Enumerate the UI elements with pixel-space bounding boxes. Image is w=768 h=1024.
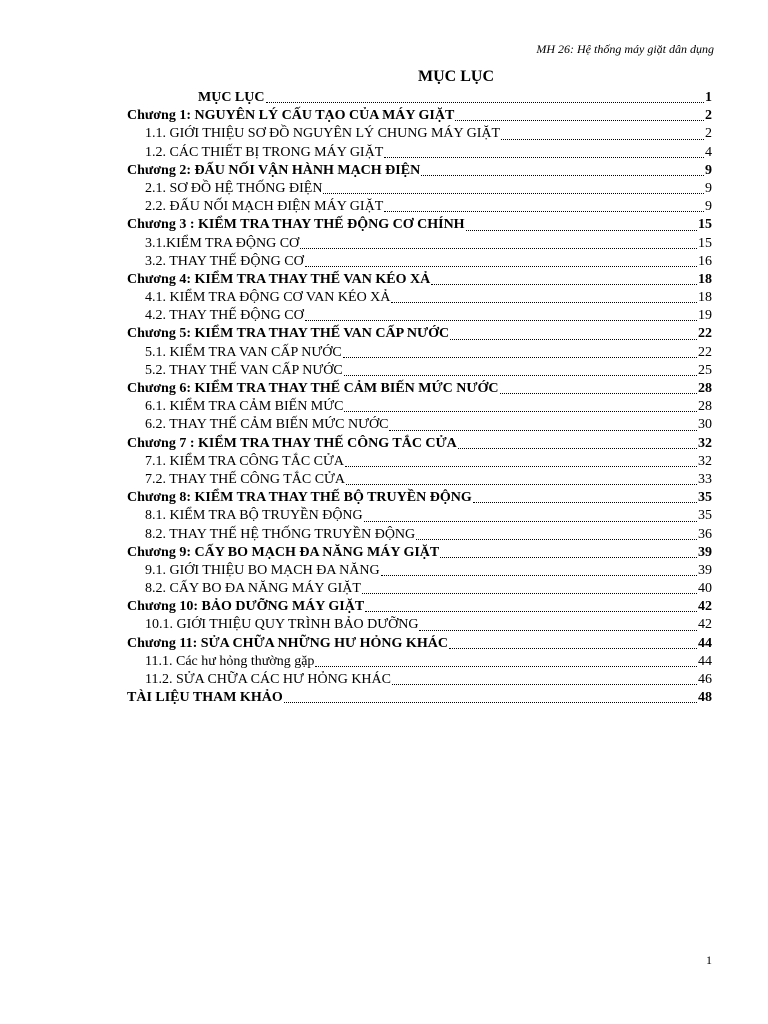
dot-leader xyxy=(384,156,704,158)
dot-leader xyxy=(344,410,697,412)
toc-entry-section[interactable] xyxy=(127,398,712,416)
toc-entry-label: 2.1. SƠ ĐỒ HỆ THỐNG ĐIỆN xyxy=(145,180,323,196)
toc-entry-page: 36 xyxy=(698,526,712,542)
toc-entry-page: 19 xyxy=(698,308,712,324)
toc-entry-label: 5.2. THAY THẾ VAN CẤP NƯỚC xyxy=(145,362,343,378)
toc-entry-page: 2 xyxy=(705,126,712,142)
dot-leader xyxy=(381,574,697,576)
toc-entry-section[interactable] xyxy=(127,198,712,216)
toc-entry-page: 35 xyxy=(698,508,712,524)
toc-entry-label: Chương 3 : KIỂM TRA THAY THẾ ĐỘNG CƠ CHÍNH xyxy=(127,217,465,233)
toc-entry-label: 4.2. THAY THẾ ĐỘNG CƠ xyxy=(145,308,304,324)
dot-leader xyxy=(362,592,697,594)
toc-entry-section[interactable] xyxy=(127,180,712,198)
dot-leader xyxy=(284,701,697,703)
dot-leader xyxy=(419,629,697,631)
dot-leader xyxy=(365,610,697,612)
toc-entry-section[interactable] xyxy=(127,235,712,253)
toc-entry-label: 11.1. Các hư hỏng thường gặp xyxy=(145,653,315,669)
toc-entry-section[interactable] xyxy=(127,144,712,162)
running-header: MH 26: Hệ thống máy giặt dân dụng xyxy=(536,42,714,56)
toc-entry-chapter[interactable] xyxy=(127,489,712,507)
toc-entry-label: Chương 8: KIỂM TRA THAY THẾ BỘ TRUYỀN ĐỘNG xyxy=(127,490,472,506)
toc-entry-page: 40 xyxy=(698,581,712,597)
toc-entry-label: 8.2. THAY THẾ HỆ THỐNG TRUYỀN ĐỘNG xyxy=(145,526,416,542)
toc-entry-label: Chương 5: KIỂM TRA THAY THẾ VAN CẤP NƯỚC xyxy=(127,326,450,342)
toc-entry-section[interactable] xyxy=(127,125,712,143)
toc-entry-label: 1.2. CÁC THIẾT BỊ TRONG MÁY GIẶT xyxy=(145,144,384,160)
dot-leader xyxy=(343,356,697,358)
toc-entry-label: 3.1.KIỂM TRA ĐỘNG CƠ xyxy=(145,235,300,251)
dot-leader xyxy=(391,301,697,303)
toc-entry-section[interactable] xyxy=(127,616,712,634)
toc-entry-section[interactable] xyxy=(127,344,712,362)
toc-entry-section[interactable] xyxy=(127,562,712,580)
toc-entry-page: 48 xyxy=(698,690,712,706)
toc-entry-section[interactable] xyxy=(127,453,712,471)
toc-entry-section[interactable] xyxy=(127,289,712,307)
dot-leader xyxy=(305,265,697,267)
toc-entry-chapter[interactable] xyxy=(127,216,712,234)
table-of-contents xyxy=(127,89,712,707)
toc-entry-label: Chương 10: BẢO DƯỠNG MÁY GIẶT xyxy=(127,599,365,615)
dot-leader xyxy=(345,465,697,467)
toc-entry-label: Chương 11: SỬA CHỮA NHỮNG HƯ HỎNG KHÁC xyxy=(127,635,448,651)
dot-leader xyxy=(305,319,697,321)
toc-entry-page: 15 xyxy=(698,235,712,251)
dot-leader xyxy=(266,101,705,103)
dot-leader xyxy=(389,429,697,431)
dot-leader xyxy=(500,392,697,394)
toc-entry-page: 44 xyxy=(698,635,712,651)
toc-entry-section[interactable] xyxy=(127,253,712,271)
toc-entry-section[interactable] xyxy=(127,653,712,671)
toc-entry-page: 18 xyxy=(698,271,712,287)
dot-leader xyxy=(466,229,697,231)
toc-entry-label: Chương 1: NGUYÊN LÝ CẤU TẠO CỦA MÁY GIẶT xyxy=(127,108,455,124)
toc-entry-section[interactable] xyxy=(127,580,712,598)
toc-entry-section[interactable] xyxy=(127,416,712,434)
toc-entry-page: 1 xyxy=(705,90,712,105)
toc-entry-chapter[interactable] xyxy=(127,162,712,180)
toc-entry-page: 22 xyxy=(698,344,712,360)
toc-entry-label: MỤC LỤC xyxy=(198,90,265,105)
dot-leader xyxy=(455,119,704,121)
toc-entry-label: 6.1. KIỂM TRA CẢM BIẾN MỨC xyxy=(145,399,344,415)
toc-entry-section[interactable] xyxy=(127,526,712,544)
dot-leader xyxy=(449,647,697,649)
toc-entry-ref[interactable] xyxy=(127,689,712,707)
toc-entry-chapter[interactable] xyxy=(127,325,712,343)
toc-entry-page: 22 xyxy=(698,326,712,342)
toc-entry-page: 18 xyxy=(698,290,712,306)
toc-entry-page: 46 xyxy=(698,672,712,687)
toc-entry-page: 25 xyxy=(698,362,712,378)
dot-leader xyxy=(300,247,697,249)
dot-leader xyxy=(323,192,704,194)
toc-entry-page: 9 xyxy=(705,199,712,215)
toc-entry-chapter[interactable] xyxy=(127,435,712,453)
dot-leader xyxy=(421,174,704,176)
toc-entry-label: 7.1. KIỂM TRA CÔNG TẮC CỬA xyxy=(145,453,344,469)
toc-entry-page: 28 xyxy=(698,381,712,396)
toc-entry-page: 35 xyxy=(698,490,712,506)
toc-entry-page: 15 xyxy=(698,217,712,233)
toc-entry-chapter[interactable] xyxy=(127,544,712,562)
dot-leader xyxy=(501,138,704,140)
toc-entry-page: 42 xyxy=(698,617,712,633)
dot-leader xyxy=(392,683,697,685)
toc-entry-label: 8.2. CẤY BO ĐA NĂNG MÁY GIẶT xyxy=(145,581,361,597)
toc-entry-section[interactable] xyxy=(127,471,712,489)
toc-entry-label: 7.2. THAY THẾ CÔNG TẮC CỬA xyxy=(145,471,346,487)
toc-entry-label: 6.2. THAY THẾ CẢM BIẾN MỨC NƯỚC xyxy=(145,417,389,433)
toc-entry-label: Chương 9: CẤY BO MẠCH ĐA NĂNG MÁY GIẶT xyxy=(127,544,440,560)
toc-entry-page: 39 xyxy=(698,562,712,578)
toc-entry-page: 9 xyxy=(705,162,712,178)
toc-entry-head[interactable] xyxy=(127,89,712,107)
toc-entry-label: 9.1. GIỚI THIỆU BO MẠCH ĐA NĂNG xyxy=(145,562,380,578)
toc-entry-label: TÀI LIỆU THAM KHẢO xyxy=(127,690,283,706)
dot-leader xyxy=(473,501,697,503)
toc-entry-label: 11.2. SỬA CHỮA CÁC HƯ HỎNG KHÁC xyxy=(145,672,391,687)
toc-entry-label: 4.1. KIỂM TRA ĐỘNG CƠ VAN KÉO XẢ xyxy=(145,290,391,306)
toc-entry-section[interactable] xyxy=(127,362,712,380)
toc-entry-label: Chương 7 : KIỂM TRA THAY THẾ CÔNG TẮC CỬA xyxy=(127,435,457,451)
toc-entry-page: 39 xyxy=(698,544,712,560)
toc-entry-page: 32 xyxy=(698,435,712,451)
toc-entry-chapter[interactable] xyxy=(127,271,712,289)
page-number: 1 xyxy=(706,953,712,967)
dot-leader xyxy=(440,556,697,558)
toc-title: MỤC LỤC xyxy=(418,68,494,85)
toc-entry-section[interactable] xyxy=(127,671,712,689)
dot-leader xyxy=(344,374,697,376)
toc-entry-page: 4 xyxy=(705,144,712,160)
toc-entry-label: 2.2. ĐẤU NỐI MẠCH ĐIỆN MÁY GIẶT xyxy=(145,199,384,215)
toc-entry-page: 33 xyxy=(698,471,712,487)
toc-entry-page: 2 xyxy=(705,108,712,124)
dot-leader xyxy=(384,210,704,212)
toc-entry-label: 10.1. GIỚI THIỆU QUY TRÌNH BẢO DƯỠNG xyxy=(145,617,419,633)
toc-entry-page: 16 xyxy=(698,253,712,269)
dot-leader xyxy=(364,520,697,522)
toc-entry-label: 8.1. KIỂM TRA BỘ TRUYỀN ĐỘNG xyxy=(145,508,363,524)
dot-leader xyxy=(416,538,697,540)
toc-entry-section[interactable] xyxy=(127,507,712,525)
toc-entry-chapter[interactable] xyxy=(127,380,712,398)
toc-entry-chapter[interactable] xyxy=(127,598,712,616)
toc-entry-page: 42 xyxy=(698,599,712,615)
toc-entry-label: 3.2. THAY THẾ ĐỘNG CƠ xyxy=(145,253,304,269)
toc-entry-label: 5.1. KIỂM TRA VAN CẤP NƯỚC xyxy=(145,344,342,360)
dot-leader xyxy=(315,665,697,667)
toc-entry-label: Chương 4: KIỂM TRA THAY THẾ VAN KÉO XẢ xyxy=(127,271,431,287)
toc-entry-page: 44 xyxy=(698,653,712,669)
dot-leader xyxy=(458,447,697,449)
toc-entry-label: Chương 2: ĐẤU NỐI VẬN HÀNH MẠCH ĐIỆN xyxy=(127,162,421,178)
toc-entry-label: 1.1. GIỚI THIỆU SƠ ĐỒ NGUYÊN LÝ CHUNG MÁY GIẶT xyxy=(145,126,501,142)
toc-entry-page: 30 xyxy=(698,417,712,433)
toc-entry-label: Chương 6: KIỂM TRA THAY THẾ CẢM BIẾN MỨC NƯỚC xyxy=(127,381,499,396)
toc-entry-page: 32 xyxy=(698,453,712,469)
dot-leader xyxy=(346,483,697,485)
dot-leader xyxy=(431,283,697,285)
toc-entry-page: 28 xyxy=(698,399,712,415)
toc-entry-section[interactable] xyxy=(127,307,712,325)
toc-entry-chapter[interactable] xyxy=(127,107,712,125)
dot-leader xyxy=(450,338,697,340)
toc-entry-page: 9 xyxy=(705,180,712,196)
toc-entry-chapter[interactable] xyxy=(127,635,712,653)
